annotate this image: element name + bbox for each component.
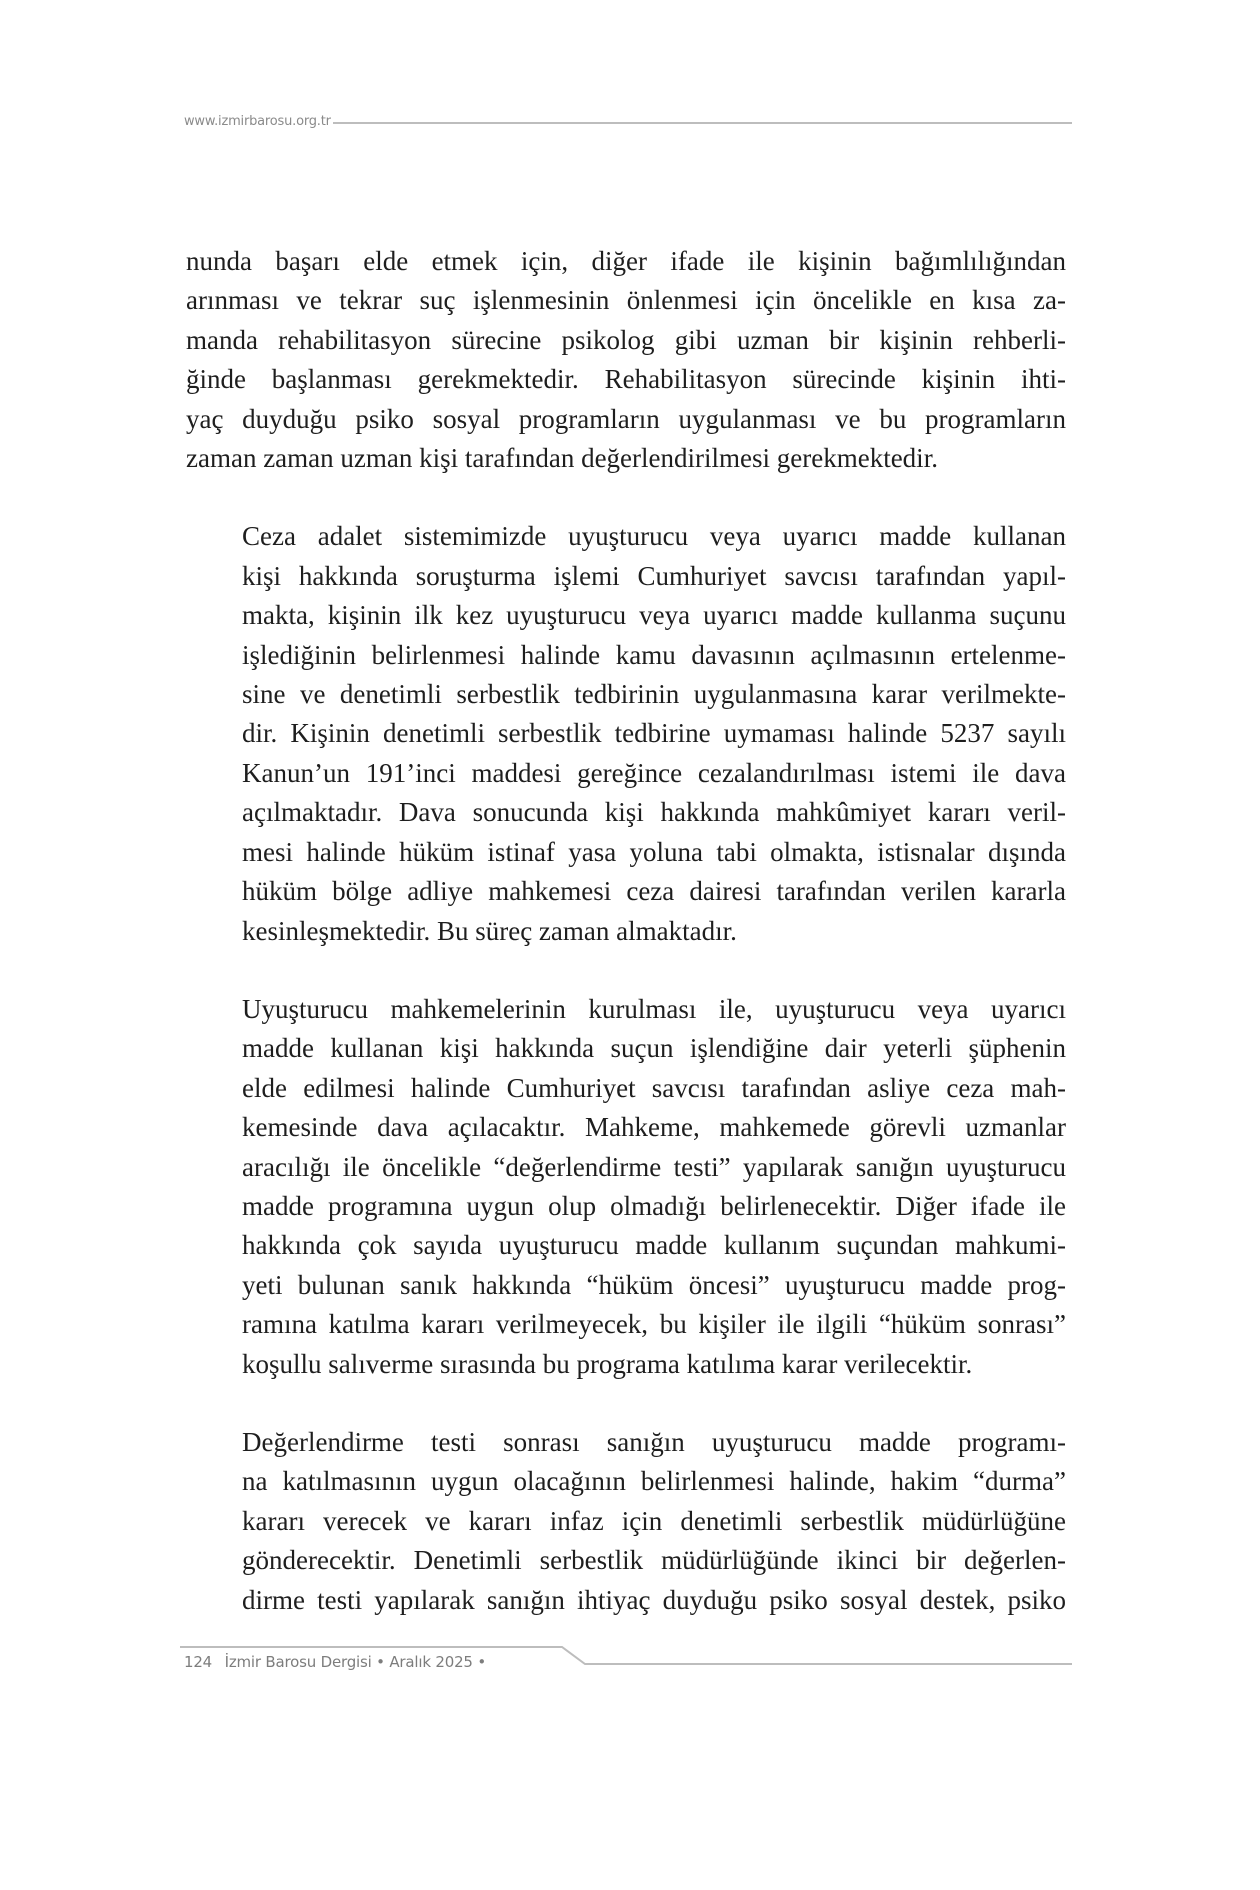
text-line: Uyuşturucu mahkemelerinin kurulması ile, uyuşturucu veya uyarıcı (242, 993, 1066, 1024)
text-line: manda rehabilitasyon sürecine psikolog gibi uzman bir kişinin rehberli- (186, 324, 1066, 355)
text-line: Ceza adalet sistemimizde uyuşturucu veya uyarıcı madde kullanan (242, 521, 1066, 552)
paragraph-3 (186, 990, 1066, 1384)
text-line: açılmaktadır. Dava sonucunda kişi hakkında mahkûmiyet kararı veril- (242, 797, 1066, 828)
text-line: Kanun’un 191’inci maddesi gereğince cezalandırılması istemi ile dava (242, 757, 1066, 788)
text-line: madde kullanan kişi hakkında suçun işlendiğine dair yeterli şüphenin (242, 1033, 1066, 1064)
text-line: gönderecektir. Denetimli serbestlik müdürlüğünde ikinci bir değerlen- (242, 1545, 1066, 1576)
journal-name: İzmir Barosu Dergisi (224, 1653, 372, 1671)
text-line: na katılmasının uygun olacağının belirlenmesi halinde, hakim “durma” (242, 1466, 1066, 1497)
text-line: ramına katılma kararı verilmeyecek, bu kişiler ile ilgili “hüküm sonrası” (242, 1309, 1066, 1340)
text-line: nunda başarı elde etmek için, diğer ifade ile kişinin bağımlılığından (186, 246, 1066, 276)
paragraph-gap (186, 478, 1066, 517)
footer-separator: • (376, 1653, 385, 1671)
text-line: kemesinde dava açılacaktır. Mahkeme, mahkemede görevli uzmanlar (242, 1112, 1066, 1143)
text-line: kişi hakkında soruşturma işlemi Cumhuriyet savcısı tarafından yapıl- (242, 560, 1066, 591)
page-header (184, 111, 1072, 133)
footer-trailing-bullet: • (477, 1653, 486, 1671)
text-line: dirme testi yapılarak sanığın ihtiyaç duyduğu psiko sosyal destek, psiko (242, 1584, 1066, 1615)
issue-date: Aralık 2025 (389, 1653, 473, 1671)
text-line: hakkında çok sayıda uyuşturucu madde kullanım suçundan mahkumi- (242, 1230, 1066, 1261)
text-line: arınması ve tekrar suç işlenmesinin önlenmesi için öncelikle en kısa za- (186, 285, 1066, 316)
text-line: Değerlendirme testi sonrası sanığın uyuşturucu madde programı- (242, 1426, 1066, 1457)
text-line: kesinleşmektedir. Bu süreç zaman almaktadır. (242, 915, 737, 946)
text-line: işlediğinin belirlenmesi halinde kamu davasının açılmasının ertelenme- (242, 639, 1066, 670)
footer-info (184, 1653, 486, 1671)
header-url: www.izmirbarosu.org.tr (184, 114, 331, 129)
text-line: kararı verecek ve kararı infaz için denetimli serbestlik müdürlüğüne (242, 1505, 1066, 1536)
text-line: mesi halinde hüküm istinaf yasa yoluna tabi olmakta, istisnalar dışında (242, 836, 1066, 867)
text-line: zaman zaman uzman kişi tarafından değerlendirilmesi gerekmektedir. (186, 443, 938, 474)
text-line: elde edilmesi halinde Cumhuriyet savcısı tarafından asliye ceza mah- (242, 1072, 1066, 1103)
text-line: yaç duyduğu psiko sosyal programların uygulanması ve bu programların (186, 403, 1066, 434)
page-number: 124 (184, 1653, 213, 1671)
text-line: hüküm bölge adliye mahkemesi ceza dairesi tarafından verilen kararla (242, 876, 1066, 907)
text-line: sine ve denetimli serbestlik tedbirinin uygulanmasına karar verilmekte- (242, 679, 1066, 710)
text-line: aracılığı ile öncelikle “değerlendirme testi” yapılarak sanığın uyuşturucu (242, 1151, 1066, 1182)
text-line: makta, kişinin ilk kez uyuşturucu veya uyarıcı madde kullanma suçunu (242, 600, 1066, 631)
header-rule (333, 122, 1072, 124)
paragraph-4 (186, 1423, 1066, 1620)
paragraph-1 (186, 242, 1066, 478)
text-line: madde programına uygun olup olmadığı belirlenecektir. Diğer ifade ile (242, 1190, 1066, 1221)
paragraph-gap (186, 1384, 1066, 1423)
text-line: ğinde başlanması gerekmektedir. Rehabilitasyon sürecinde kişinin ihti- (186, 364, 1066, 395)
article-body (186, 242, 1066, 1620)
paragraph-gap (186, 951, 1066, 990)
page-footer (180, 1640, 1072, 1680)
paragraph-2 (186, 517, 1066, 950)
text-line: koşullu salıverme sırasında bu programa katılıma karar verilecektir. (242, 1348, 973, 1379)
text-line: dir. Kişinin denetimli serbestlik tedbirine uymaması halinde 5237 sayılı (242, 718, 1066, 749)
text-line: yeti bulunan sanık hakkında “hüküm öncesi” uyuşturucu madde prog- (242, 1269, 1066, 1300)
